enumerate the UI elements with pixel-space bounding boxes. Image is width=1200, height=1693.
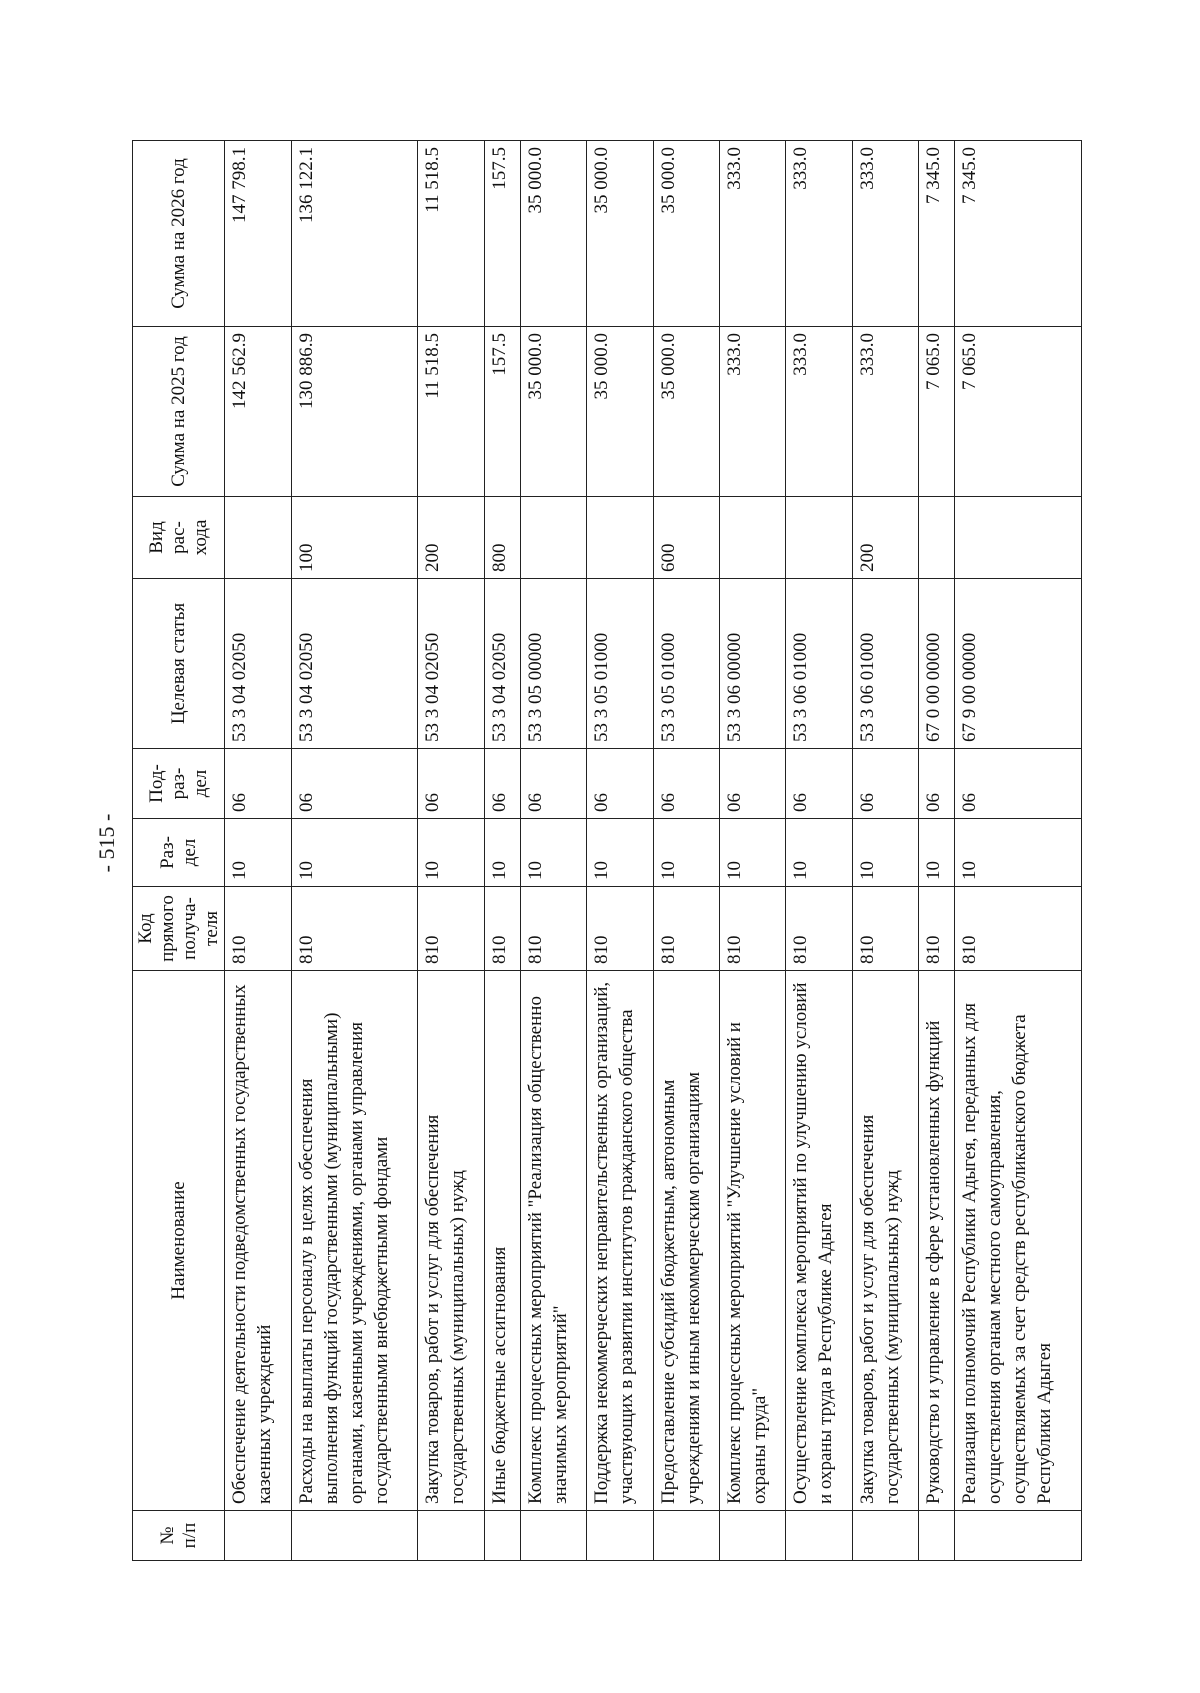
cell-name: Расходы на выплаты персоналу в целях обеспечения выполнения функций государственными (муниципальными) органами, казенными учреждениями, органами управления государственными внебюджетными фондами — [291, 971, 418, 1511]
cell-name: Руководство и управление в сфере установленных функций — [918, 971, 954, 1511]
cell-vid: 600 — [653, 497, 719, 579]
cell-razdel: 10 — [520, 819, 586, 887]
cell-podrazdel: 06 — [587, 749, 653, 819]
header-name: Наименование — [133, 971, 225, 1511]
cell-statya: 53 3 05 01000 — [587, 579, 653, 749]
cell-sum-2026: 35 000.0 — [520, 141, 586, 327]
cell-name: Комплекс процессных мероприятий "Реализация общественно значимых мероприятий" — [520, 971, 586, 1511]
cell-sum-2026: 157.5 — [484, 141, 520, 327]
table-row — [418, 141, 484, 1561]
cell-podrazdel: 06 — [955, 749, 1082, 819]
cell-vid: 200 — [852, 497, 918, 579]
page-number: - 515 - — [94, 813, 119, 873]
table-row — [786, 141, 852, 1561]
cell-no — [719, 1511, 785, 1561]
cell-vid — [225, 497, 291, 579]
cell-podrazdel: 06 — [852, 749, 918, 819]
cell-razdel: 10 — [918, 819, 954, 887]
header-sum-2025: Сумма на 2025 год — [133, 327, 225, 497]
cell-sum-2025: 333.0 — [786, 327, 852, 497]
table-header — [133, 141, 225, 1561]
table-row — [918, 141, 954, 1561]
cell-sum-2025: 7 065.0 — [918, 327, 954, 497]
cell-sum-2026: 333.0 — [852, 141, 918, 327]
cell-sum-2025: 333.0 — [719, 327, 785, 497]
cell-kod: 810 — [653, 887, 719, 971]
cell-sum-2025: 11 518.5 — [418, 327, 484, 497]
cell-sum-2026: 11 518.5 — [418, 141, 484, 327]
cell-sum-2026: 7 345.0 — [918, 141, 954, 327]
cell-no — [852, 1511, 918, 1561]
table-body — [225, 141, 1082, 1561]
cell-name: Предоставление субсидий бюджетным, автономным учреждениям и иным некоммерческим организациям — [653, 971, 719, 1511]
cell-statya: 53 3 05 01000 — [653, 579, 719, 749]
cell-statya: 53 3 06 01000 — [852, 579, 918, 749]
cell-razdel: 10 — [719, 819, 785, 887]
cell-sum-2026: 35 000.0 — [653, 141, 719, 327]
cell-sum-2026: 7 345.0 — [955, 141, 1082, 327]
cell-kod: 810 — [955, 887, 1082, 971]
cell-vid — [918, 497, 954, 579]
cell-podrazdel: 06 — [225, 749, 291, 819]
cell-statya: 67 9 00 00000 — [955, 579, 1082, 749]
cell-razdel: 10 — [587, 819, 653, 887]
cell-name: Поддержка некоммерческих неправительственных организаций, участвующих в развитии институтов гражданского общества — [587, 971, 653, 1511]
table-row — [653, 141, 719, 1561]
budget-table-container — [132, 141, 1082, 1561]
cell-name: Обеспечение деятельности подведомственных государственных казенных учреждений — [225, 971, 291, 1511]
cell-vid — [587, 497, 653, 579]
cell-no — [918, 1511, 954, 1561]
table-row — [719, 141, 785, 1561]
table-row — [852, 141, 918, 1561]
table-row — [291, 141, 418, 1561]
cell-kod: 810 — [418, 887, 484, 971]
cell-sum-2026: 136 122.1 — [291, 141, 418, 327]
cell-sum-2025: 333.0 — [852, 327, 918, 497]
cell-statya: 53 3 06 01000 — [786, 579, 852, 749]
cell-kod: 810 — [520, 887, 586, 971]
cell-razdel: 10 — [786, 819, 852, 887]
cell-statya: 53 3 04 02050 — [418, 579, 484, 749]
cell-kod: 810 — [484, 887, 520, 971]
cell-razdel: 10 — [484, 819, 520, 887]
header-razdel: Раз- дел — [133, 819, 225, 887]
cell-kod: 810 — [719, 887, 785, 971]
cell-no — [418, 1511, 484, 1561]
cell-sum-2025: 7 065.0 — [955, 327, 1082, 497]
cell-razdel: 10 — [418, 819, 484, 887]
cell-sum-2026: 333.0 — [719, 141, 785, 327]
cell-name: Реализация полномочий Республики Адыгея, переданных для осуществления органам местного самоуправления, осуществляемых за счет средств республиканского бюджета Республики Адыгея — [955, 971, 1082, 1511]
cell-vid — [520, 497, 586, 579]
cell-statya: 53 3 04 02050 — [291, 579, 418, 749]
cell-statya: 53 3 05 00000 — [520, 579, 586, 749]
cell-vid: 100 — [291, 497, 418, 579]
cell-kod: 810 — [786, 887, 852, 971]
table-row — [484, 141, 520, 1561]
cell-podrazdel: 06 — [484, 749, 520, 819]
header-row — [133, 141, 225, 1561]
cell-sum-2025: 35 000.0 — [587, 327, 653, 497]
cell-sum-2025: 142 562.9 — [225, 327, 291, 497]
cell-podrazdel: 06 — [786, 749, 852, 819]
cell-name: Иные бюджетные ассигнования — [484, 971, 520, 1511]
table-row — [225, 141, 291, 1561]
cell-name: Осуществление комплекса мероприятий по улучшению условий и охраны труда в Республике Адыгея — [786, 971, 852, 1511]
cell-vid — [786, 497, 852, 579]
header-vid: Вид рас- хода — [133, 497, 225, 579]
cell-sum-2025: 157.5 — [484, 327, 520, 497]
cell-sum-2026: 333.0 — [786, 141, 852, 327]
table-row — [587, 141, 653, 1561]
cell-sum-2025: 35 000.0 — [653, 327, 719, 497]
cell-no — [587, 1511, 653, 1561]
table-row — [520, 141, 586, 1561]
table-row — [955, 141, 1082, 1561]
cell-sum-2025: 35 000.0 — [520, 327, 586, 497]
cell-sum-2025: 130 886.9 — [291, 327, 418, 497]
header-kod: Код прямого получа- теля — [133, 887, 225, 971]
cell-razdel: 10 — [852, 819, 918, 887]
cell-no — [786, 1511, 852, 1561]
header-podrazdel: Под- раз- дел — [133, 749, 225, 819]
cell-razdel: 10 — [225, 819, 291, 887]
cell-podrazdel: 06 — [653, 749, 719, 819]
cell-podrazdel: 06 — [418, 749, 484, 819]
header-sum-2026: Сумма на 2026 год — [133, 141, 225, 327]
cell-statya: 53 3 04 02050 — [225, 579, 291, 749]
cell-name: Закупка товаров, работ и услуг для обеспечения государственных (муниципальных) нужд — [852, 971, 918, 1511]
cell-kod: 810 — [587, 887, 653, 971]
cell-sum-2026: 147 798.1 — [225, 141, 291, 327]
cell-statya: 67 0 00 00000 — [918, 579, 954, 749]
cell-kod: 810 — [918, 887, 954, 971]
cell-podrazdel: 06 — [291, 749, 418, 819]
cell-kod: 810 — [291, 887, 418, 971]
cell-no — [291, 1511, 418, 1561]
cell-no — [484, 1511, 520, 1561]
cell-vid: 200 — [418, 497, 484, 579]
cell-name: Закупка товаров, работ и услуг для обеспечения государственных (муниципальных) нужд — [418, 971, 484, 1511]
cell-name: Комплекс процессных мероприятий "Улучшение условий и охраны труда" — [719, 971, 785, 1511]
cell-kod: 810 — [225, 887, 291, 971]
cell-razdel: 10 — [955, 819, 1082, 887]
cell-podrazdel: 06 — [520, 749, 586, 819]
budget-table — [132, 140, 1082, 1561]
cell-podrazdel: 06 — [719, 749, 785, 819]
cell-razdel: 10 — [291, 819, 418, 887]
cell-statya: 53 3 06 00000 — [719, 579, 785, 749]
cell-statya: 53 3 04 02050 — [484, 579, 520, 749]
cell-no — [955, 1511, 1082, 1561]
cell-razdel: 10 — [653, 819, 719, 887]
cell-vid — [719, 497, 785, 579]
cell-kod: 810 — [852, 887, 918, 971]
header-statya: Целевая статья — [133, 579, 225, 749]
cell-no — [520, 1511, 586, 1561]
cell-no — [653, 1511, 719, 1561]
cell-vid — [955, 497, 1082, 579]
header-no: № п/п — [133, 1511, 225, 1561]
cell-vid: 800 — [484, 497, 520, 579]
cell-no — [225, 1511, 291, 1561]
cell-sum-2026: 35 000.0 — [587, 141, 653, 327]
cell-podrazdel: 06 — [918, 749, 954, 819]
